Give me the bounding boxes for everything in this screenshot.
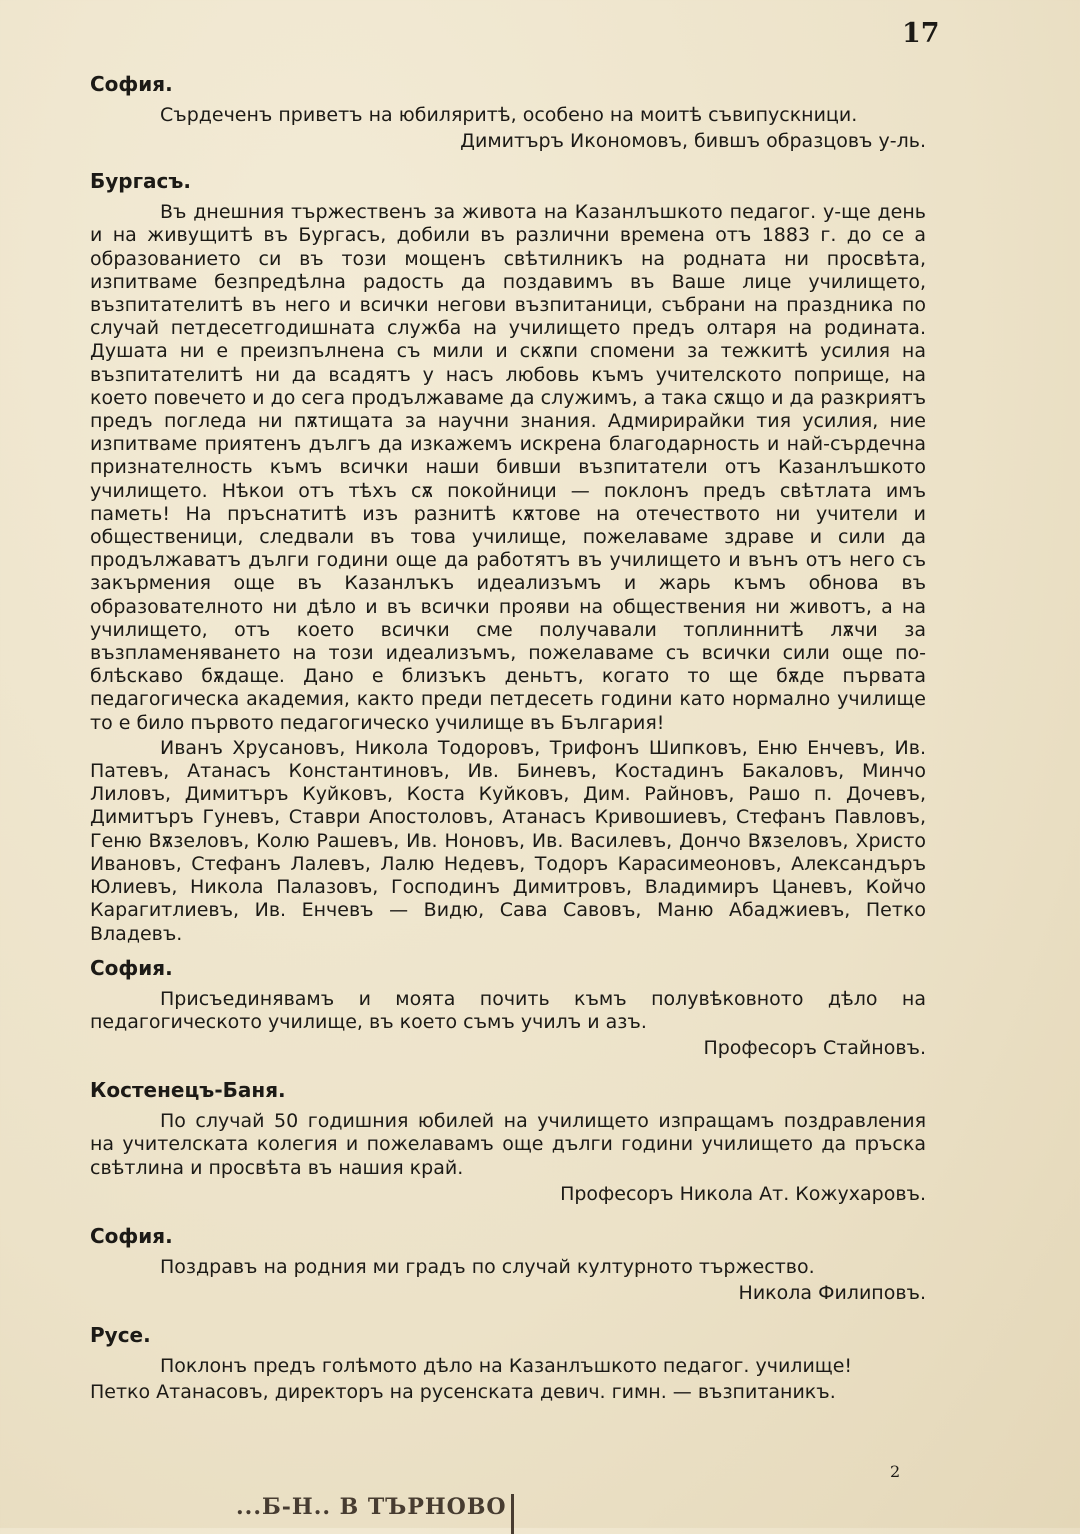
letter-signature: Професоръ Стайновъ. xyxy=(703,1037,926,1060)
letter-body: По случай 50 годишния юбилей на училището изпращамъ поздравления на учителската колегия и пожелавамъ още дълги години училището да пръска свѣтлина и просвѣта въ нашия край. xyxy=(90,1110,926,1179)
letter-signature: Димитъръ Икономовъ, бившъ образцовъ у-ль. xyxy=(460,130,926,153)
library-stamp: ...Б-Н.. В ТЪРНОВО xyxy=(236,1494,514,1534)
signature-mark: 2 xyxy=(890,1462,901,1481)
letter-signature: Петко Атанасовъ, директоръ на русенската девич. гимн. — възпитаникъ. xyxy=(90,1381,836,1404)
letter-city: Русе. xyxy=(90,1322,151,1347)
letter-city: София. xyxy=(90,955,173,980)
letter-sofia-1 xyxy=(90,70,926,155)
letter-city: София. xyxy=(90,1223,173,1248)
letter-city: Костенецъ-Баня. xyxy=(90,1078,286,1103)
letter-signature: Никола Филиповъ. xyxy=(738,1281,926,1304)
letter-body: Поклонъ предъ голѣмото дѣло на Казанлъшкото педагог. училище! xyxy=(160,1354,852,1377)
document-body xyxy=(90,70,926,1420)
letter-sofia-3 xyxy=(90,1222,926,1307)
letter-burgas xyxy=(90,167,926,946)
letter-ruse xyxy=(90,1321,926,1406)
letter-body: Присъединявамъ и моята почить къмъ полувѣковното дѣло на педагогическото училище, въ което съмъ училъ и азъ. xyxy=(90,987,926,1033)
letter-city: София. xyxy=(90,72,173,96)
letter-kostenets xyxy=(90,1076,926,1208)
letter-body: Поздравъ на родния ми градъ по случай културното тържество. xyxy=(160,1255,815,1278)
letter-city: Бургасъ. xyxy=(90,169,192,194)
letter-body: Въ днешния тържественъ за живота на Казанлъшкото педагог. у-ще день и на живущитѣ въ Бургасъ, добили въ различни времена отъ 1883 г. до се а образованието си въ този мощенъ свѣтилникъ на родната ни просвѣта, изпитваме безпредѣлна радость да поздавимъ въ Ваше лице училището, възпитателитѣ въ него и всички негови възпитаници, събрани на праздника по случай петдесетгодишната служба на училището предъ олтаря на родината. Душата ни е преизпълнена съ мили и скѫпи спомени за тежкитѣ усилия на възпитателитѣ ни да всадятъ у насъ любовь къмъ учителското поприще, на което повечето и до сега продължаваме да служимъ, а така сѫщо и да разкриятъ предъ погледа ни пѫтищата за научни знания. Адмирирайки тия усилия, ние изпитваме приятенъ дългъ да изкажемъ искрена благодарность и най-сърдечна признателность къмъ всички наши бивши възпитатели отъ Казанлъшкото училището. Нѣкои отъ тѣхъ сѫ покойници — поклонъ предъ свѣтлата имъ паметь! На пръснатитѣ изъ разнитѣ кѫтове на отечеството ни учители и общественици, следвали въ това училище, пожелаваме здраве и сили да продължаватъ дълги години още да работятъ въ училището и вънъ отъ него съ закърмения още въ Казанлъкъ идеализъмъ и жарь къмъ обнова въ образователното ни дѣло и въ всички прояви на обществения ни животъ, а на училището, отъ което всички сме получавали топлиннитѣ лѫчи за възпламеняването на този идеализъмъ, пожелаваме съ всички сили още по-блѣскаво бѫдаще. Дано е близъкъ деньтъ, когато то ще бѫде първата педагогическа академия, както преди петдесеть години като нормално училище то е било първото педагогическо училище въ България! xyxy=(90,201,926,734)
signatories-list: Иванъ Хрусановъ, Никола Тодоровъ, Трифонъ Шипковъ, Еню Енчевъ, Ив. Патевъ, Атанасъ Константиновъ, Ив. Биневъ, Костадинъ Бакаловъ, Минчо Лиловъ, Димитъръ Куйковъ, Коста Куйковъ, Дим. Райновъ, Рашо п. Дочевъ, Димитъръ Гуневъ, Ставри Апостоловъ, Атанасъ Кривошиевъ, Стефанъ Павловъ, Геню Вѫзеловъ, Колю Рашевъ, Ив. Ноновъ, Ив. Василевъ, Дончо Вѫзеловъ, Христо Ивановъ, Стефанъ Лалевъ, Лалю Недевъ, Тодоръ Карасимеоновъ, Александъръ Юлиевъ, Никола Палазовъ, Господинъ Димитровъ, Владимиръ Цаневъ, Койчо Карагитлиевъ, Ив. Енчевъ — Видю, Сава Савовъ, Маню Абаджиевъ, Петко Владевъ. xyxy=(90,736,926,945)
letter-body: Сърдеченъ приветъ на юбиляритѣ, особено на моитѣ съвипускници. xyxy=(160,104,858,126)
page-number: 17 xyxy=(902,18,940,49)
letter-signature: Професоръ Никола Ат. Кожухаровъ. xyxy=(560,1182,926,1205)
letter-sofia-2 xyxy=(90,954,926,1062)
